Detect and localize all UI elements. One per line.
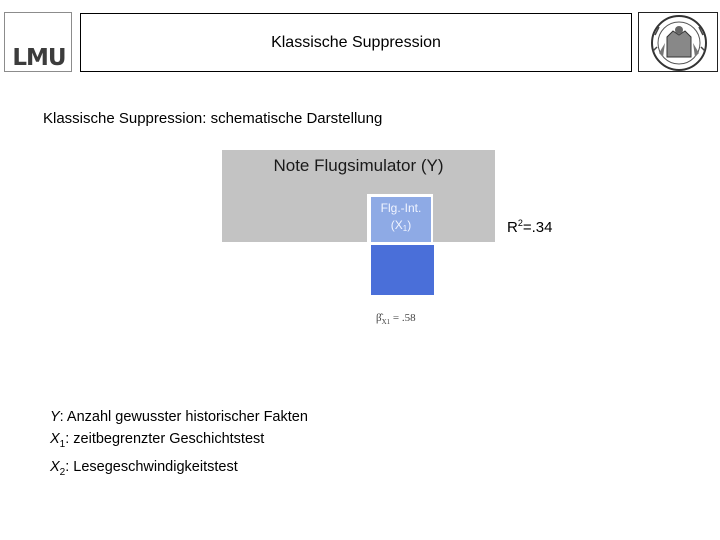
y-variable-label: Note Flugsimulator (Y) — [273, 156, 444, 175]
page-title: Klassische Suppression — [80, 13, 632, 72]
beta-coefficient-label: $\betâ_{X1} = .58$ — [376, 312, 416, 327]
variable-legend — [50, 406, 308, 484]
lmu-logo-text: LMU — [12, 45, 66, 71]
slide-subtitle: Klassische Suppression: schematische Darstellung — [43, 110, 383, 127]
legend-x1: $X_1$: zeitbegrenzter Geschichtstest — [50, 431, 265, 450]
legend-x2: $X_2$: Lesegeschwindigkeitstest — [50, 458, 238, 478]
legend-y: Y: Anzahl gewusster historischer Fakten — [50, 409, 308, 425]
x1-variable-label — [371, 200, 431, 237]
r-squared-label: $R^2=.34$ — [507, 218, 553, 236]
lmu-logo — [4, 12, 72, 72]
x1-unique-variance-box — [371, 245, 434, 295]
university-seal-icon — [638, 12, 718, 72]
x1-label-line2: $(X_1)$ — [390, 218, 412, 233]
x1-label-line1: Flg.-Int. — [380, 201, 422, 215]
